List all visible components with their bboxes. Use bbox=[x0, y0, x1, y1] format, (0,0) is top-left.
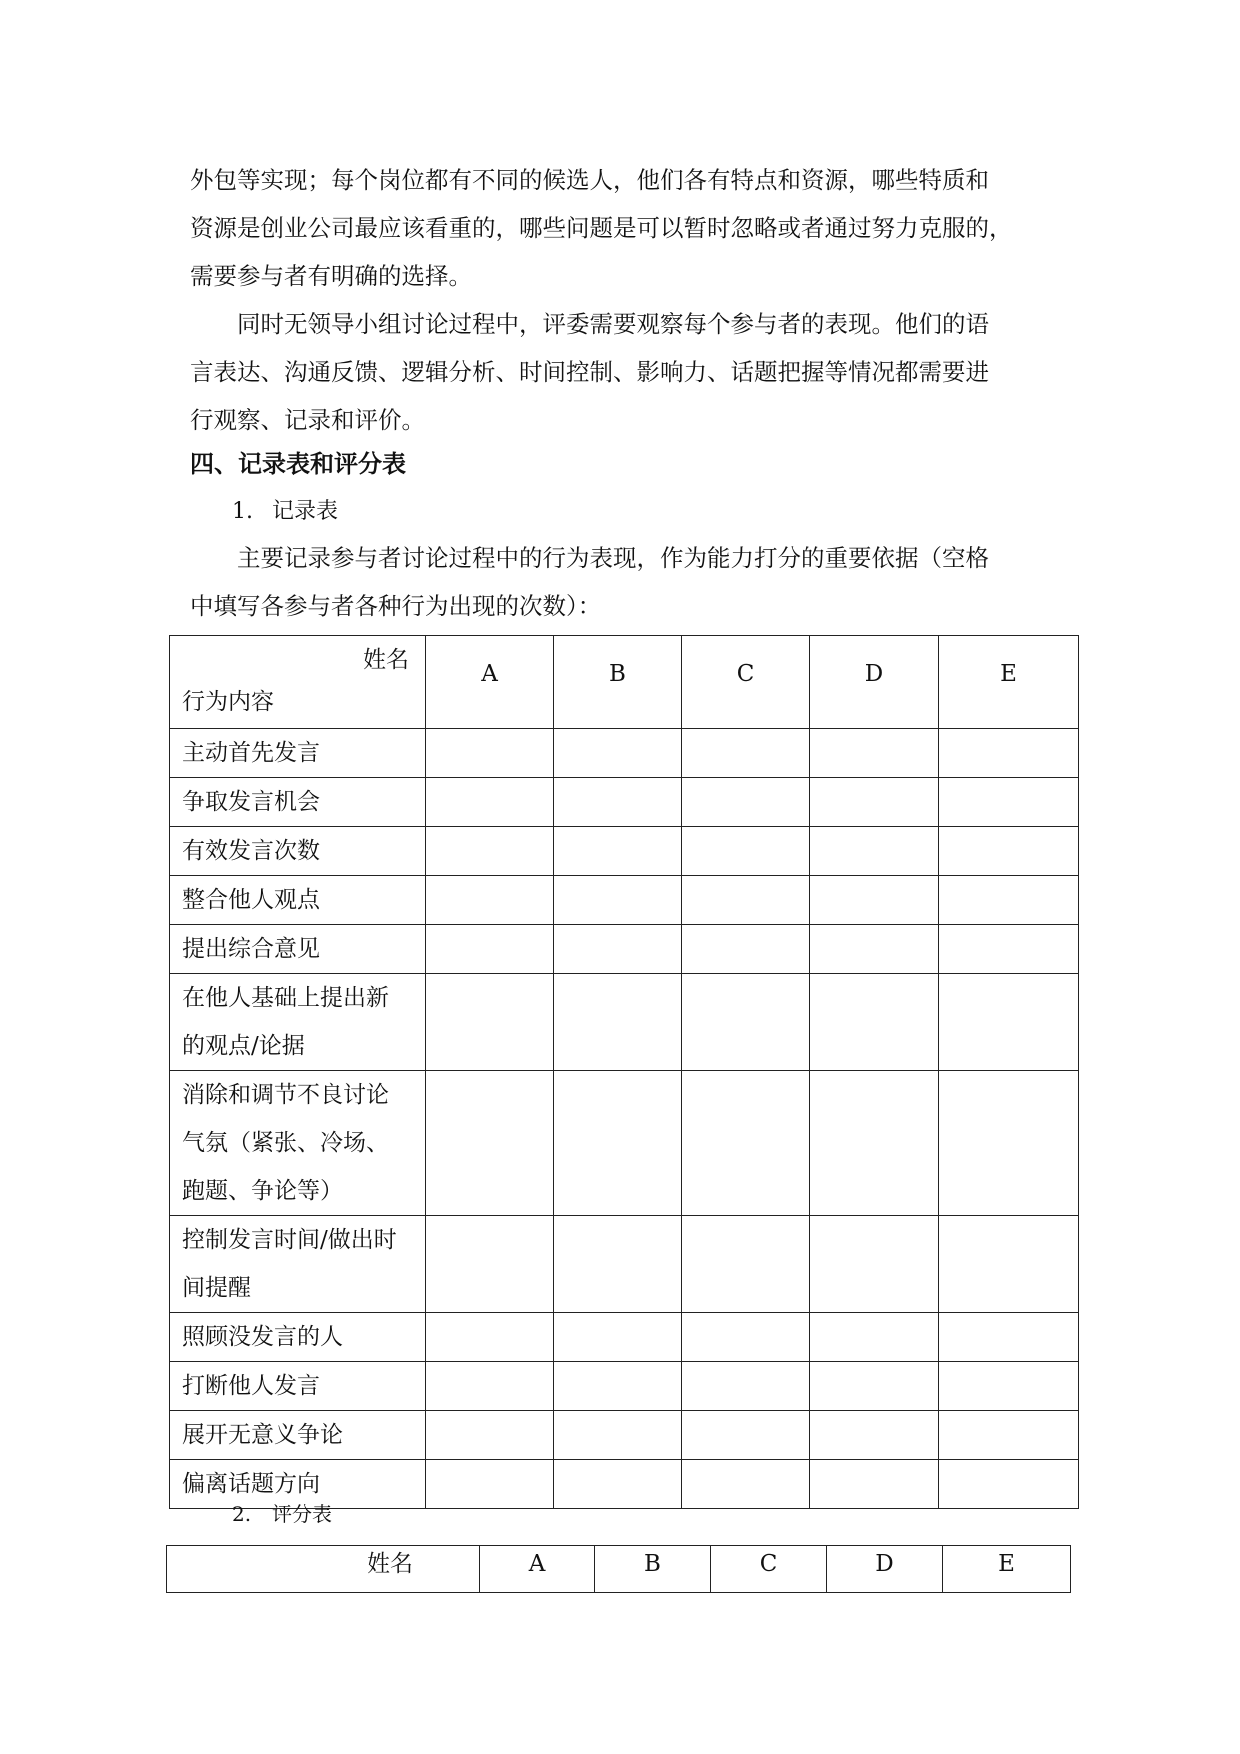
table-row bbox=[170, 974, 1079, 1071]
count-cell bbox=[554, 1362, 682, 1411]
record-table bbox=[169, 635, 1079, 1509]
behavior-label-cell bbox=[170, 1071, 426, 1216]
behavior-label-line: 的观点/论据 bbox=[182, 1033, 305, 1059]
behavior-label-line: 提出综合意见 bbox=[182, 936, 320, 962]
count-cell bbox=[554, 1071, 682, 1216]
record-header-row bbox=[170, 636, 1079, 729]
intro-line-2: 资源是创业公司最应该看重的，哪些问题是可以暂时忽略或者通过努力克服的， bbox=[190, 214, 1013, 242]
intro-line-3: 需要参与者有明确的选择。 bbox=[190, 262, 472, 290]
count-cell bbox=[426, 876, 554, 925]
table-row bbox=[170, 1411, 1079, 1460]
behavior-label-line: 消除和调节不良讨论 bbox=[182, 1082, 389, 1108]
count-cell bbox=[810, 876, 939, 925]
behavior-label-line: 照顾没发言的人 bbox=[182, 1324, 343, 1350]
score-table bbox=[166, 1545, 1071, 1593]
count-cell bbox=[426, 1362, 554, 1411]
count-cell bbox=[682, 778, 810, 827]
table-row bbox=[170, 729, 1079, 778]
count-cell bbox=[810, 827, 939, 876]
table-row bbox=[170, 876, 1079, 925]
score-column-b: B bbox=[595, 1546, 711, 1593]
count-cell bbox=[810, 925, 939, 974]
count-cell bbox=[810, 1313, 939, 1362]
count-cell bbox=[682, 1216, 810, 1313]
observe-paragraph bbox=[190, 300, 1070, 444]
behavior-label-line: 在他人基础上提出新 bbox=[182, 985, 389, 1011]
behavior-label-line: 主动首先发言 bbox=[182, 740, 320, 766]
behavior-label-cell bbox=[170, 1216, 426, 1313]
count-cell bbox=[682, 974, 810, 1071]
count-cell bbox=[810, 974, 939, 1071]
section-heading: 四、记录表和评分表 bbox=[190, 450, 406, 478]
behavior-label-cell bbox=[170, 925, 426, 974]
record-desc-line-1: 主要记录参与者讨论过程中的行为表现，作为能力打分的重要依据（空格 bbox=[237, 544, 989, 572]
record-table-body bbox=[170, 729, 1079, 1509]
count-cell bbox=[939, 729, 1079, 778]
observe-line-1: 同时无领导小组讨论过程中，评委需要观察每个参与者的表现。他们的语 bbox=[237, 310, 989, 338]
table-row bbox=[170, 925, 1079, 974]
score-column-a: A bbox=[480, 1546, 595, 1593]
count-cell bbox=[554, 778, 682, 827]
count-cell bbox=[810, 778, 939, 827]
count-cell bbox=[682, 1362, 810, 1411]
count-cell bbox=[939, 1216, 1079, 1313]
count-cell bbox=[810, 729, 939, 778]
count-cell bbox=[426, 1411, 554, 1460]
record-desc-line-2: 中填写各参与者各种行为出现的次数）： bbox=[190, 592, 602, 620]
behavior-label-cell bbox=[170, 876, 426, 925]
score-column-c: C bbox=[711, 1546, 827, 1593]
behavior-label-cell bbox=[170, 778, 426, 827]
count-cell bbox=[554, 1460, 682, 1509]
count-cell bbox=[810, 1216, 939, 1313]
score-header-row bbox=[167, 1546, 1071, 1593]
count-cell bbox=[939, 827, 1079, 876]
corner-behavior-label: 行为内容 bbox=[182, 689, 274, 715]
count-cell bbox=[939, 974, 1079, 1071]
column-header-b: B bbox=[554, 636, 682, 729]
count-cell bbox=[554, 1216, 682, 1313]
table-row bbox=[170, 1216, 1079, 1313]
record-title: 记录表 bbox=[272, 499, 339, 524]
column-header-d: D bbox=[810, 636, 939, 729]
count-cell bbox=[939, 1313, 1079, 1362]
count-cell bbox=[554, 974, 682, 1071]
count-cell bbox=[682, 1313, 810, 1362]
count-cell bbox=[810, 1362, 939, 1411]
score-column-d: D bbox=[827, 1546, 943, 1593]
count-cell bbox=[554, 729, 682, 778]
count-cell bbox=[426, 1460, 554, 1509]
count-cell bbox=[554, 876, 682, 925]
behavior-label-line: 展开无意义争论 bbox=[182, 1422, 343, 1448]
behavior-label-line: 间提醒 bbox=[182, 1275, 251, 1301]
behavior-label-cell bbox=[170, 1411, 426, 1460]
count-cell bbox=[939, 1362, 1079, 1411]
score-number: 2. bbox=[232, 1502, 252, 1526]
count-cell bbox=[554, 1313, 682, 1362]
count-cell bbox=[939, 1411, 1079, 1460]
score-subheading bbox=[232, 1492, 332, 1536]
behavior-label-line: 跑题、争论等） bbox=[182, 1178, 343, 1204]
observe-line-3: 行观察、记录和评价。 bbox=[190, 406, 425, 434]
count-cell bbox=[939, 1071, 1079, 1216]
table-row bbox=[170, 1313, 1079, 1362]
behavior-label-line: 争取发言机会 bbox=[182, 789, 320, 815]
behavior-label-cell bbox=[170, 729, 426, 778]
score-column-e: E bbox=[943, 1546, 1071, 1593]
count-cell bbox=[682, 1460, 810, 1509]
count-cell bbox=[682, 729, 810, 778]
behavior-label-line: 整合他人观点 bbox=[182, 887, 320, 913]
count-cell bbox=[682, 925, 810, 974]
count-cell bbox=[426, 1071, 554, 1216]
behavior-label-cell bbox=[170, 1362, 426, 1411]
count-cell bbox=[810, 1071, 939, 1216]
count-cell bbox=[810, 1460, 939, 1509]
count-cell bbox=[426, 974, 554, 1071]
column-header-a: A bbox=[426, 636, 554, 729]
score-name-header: 姓名 bbox=[167, 1546, 480, 1593]
column-header-c: C bbox=[682, 636, 810, 729]
behavior-label-cell bbox=[170, 974, 426, 1071]
observe-line-2: 言表达、沟通反馈、逻辑分析、时间控制、影响力、话题把握等情况都需要进 bbox=[190, 358, 989, 386]
intro-line-1: 外包等实现；每个岗位都有不同的候选人，他们各有特点和资源，哪些特质和 bbox=[190, 166, 989, 194]
record-number: 1. bbox=[232, 499, 253, 524]
count-cell bbox=[939, 1460, 1079, 1509]
behavior-label-cell bbox=[170, 827, 426, 876]
behavior-label-line: 偏离话题方向 bbox=[182, 1471, 320, 1497]
count-cell bbox=[426, 827, 554, 876]
record-description bbox=[190, 534, 1070, 630]
count-cell bbox=[554, 827, 682, 876]
count-cell bbox=[554, 1411, 682, 1460]
table-row bbox=[170, 778, 1079, 827]
behavior-label-line: 控制发言时间/做出时 bbox=[182, 1227, 397, 1253]
table-row bbox=[170, 1362, 1079, 1411]
table-row bbox=[170, 827, 1079, 876]
behavior-label-line: 有效发言次数 bbox=[182, 838, 320, 864]
count-cell bbox=[426, 925, 554, 974]
count-cell bbox=[682, 876, 810, 925]
count-cell bbox=[426, 1216, 554, 1313]
count-cell bbox=[682, 1071, 810, 1216]
count-cell bbox=[426, 1313, 554, 1362]
count-cell bbox=[426, 729, 554, 778]
count-cell bbox=[810, 1411, 939, 1460]
count-cell bbox=[682, 1411, 810, 1460]
count-cell bbox=[682, 827, 810, 876]
count-cell bbox=[426, 778, 554, 827]
column-header-e: E bbox=[939, 636, 1079, 729]
count-cell bbox=[554, 925, 682, 974]
record-subheading bbox=[232, 490, 338, 534]
behavior-label-line: 气氛（紧张、冷场、 bbox=[182, 1130, 389, 1156]
behavior-label-cell bbox=[170, 1313, 426, 1362]
score-title: 评分表 bbox=[272, 1502, 332, 1526]
count-cell bbox=[939, 778, 1079, 827]
count-cell bbox=[939, 925, 1079, 974]
behavior-label-line: 打断他人发言 bbox=[182, 1373, 320, 1399]
count-cell bbox=[939, 876, 1079, 925]
intro-paragraph bbox=[190, 156, 1070, 300]
corner-name-label: 姓名 bbox=[363, 647, 409, 673]
corner-header-cell bbox=[170, 636, 426, 729]
table-row bbox=[170, 1071, 1079, 1216]
